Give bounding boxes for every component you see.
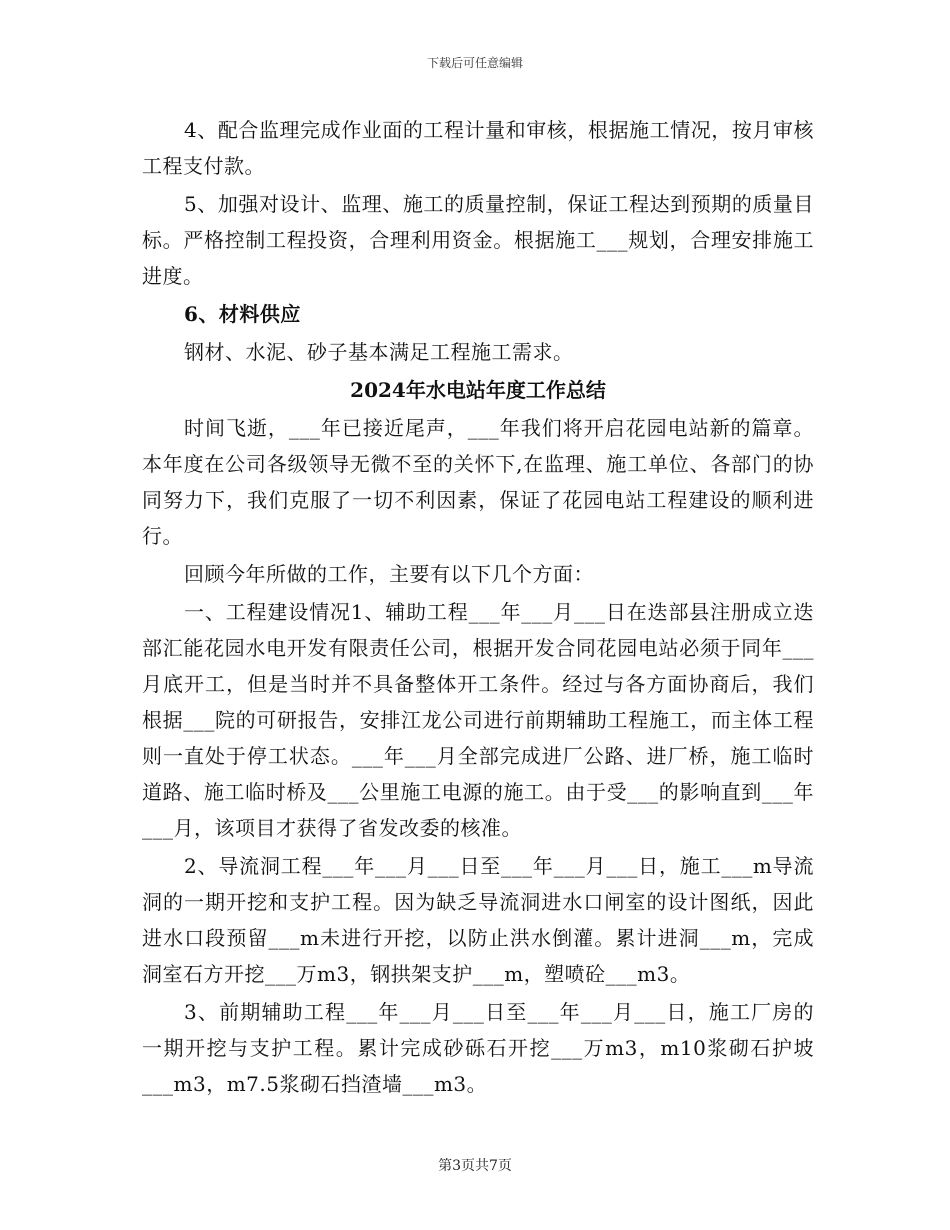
paragraph-preliminary-works: 3、前期辅助工程___年___月___日至___年___月___日，施工厂房的一期开挖与支护工程。累计完成砂砾石开挖___万m3，m10浆砌石护坡___m3，m7.5浆砌石挡渣墙___m3。 — [142, 1000, 814, 1096]
document-title: 2024年水电站年度工作总结 — [350, 378, 606, 402]
paragraph-intro: 时间飞逝，___年已接近尾声，___年我们将开启花园电站新的篇章。本年度在公司各级领导无微不至的关怀下,在监理、施工单位、各部门的协同努力下，我们克服了一切不利因素，保证了花园电站工程建设的顺利进行。 — [142, 416, 814, 548]
paragraph-item-5: 5、加强对设计、监理、施工的质量控制，保证工程达到预期的质量目标。严格控制工程投资，合理利用资金。根据施工___规划，合理安排施工进度。 — [142, 192, 814, 288]
paragraph-diversion-tunnel: 2、导流洞工程___年___月___日至___年___月___日，施工___m导流洞的一期开挖和支护工程。因为缺乏导流洞进水口闸室的设计图纸，因此进水口段预留___m未进行开挖，以防止洪水倒灌。累计进洞___m，完成洞室石方开挖___万m3，钢拱架支护___m，塑喷砼___m3。 — [142, 854, 814, 986]
paragraph-materials: 钢材、水泥、砂子基本满足工程施工需求。 — [184, 340, 574, 364]
paragraph-construction-status: 一、工程建设情况1、辅助工程___年___月___日在迭部县注册成立迭部汇能花园水电开发有限责任公司，根据开发合同花园电站必须于同年___月底开工，但是当时并不具备整体开工条件。经过与各方面协商后，我们根据___院的可研报告，安排江龙公司进行前期辅助工程施工，而主体工程则一直处于停工状态。___年___月全部完成进厂公路、进厂桥，施工临时道路、施工临时桥及___公里施工电源的施工。由于受___的影响直到___年___月，该项目才获得了省发改委的核准。 — [142, 600, 814, 840]
document-body — [142, 112, 814, 1104]
paragraph-review: 回顾今年所做的工作，主要有以下几个方面： — [184, 562, 594, 586]
section-heading-materials: 6、材料供应 — [184, 302, 301, 326]
paragraph-item-4: 4、配合监理完成作业面的工程计量和审核，根据施工情况，按月审核工程支付款。 — [142, 118, 814, 178]
page-number: 第3页共7页 — [438, 1158, 512, 1174]
page-header-note: 下载后可任意编辑 — [426, 56, 523, 70]
